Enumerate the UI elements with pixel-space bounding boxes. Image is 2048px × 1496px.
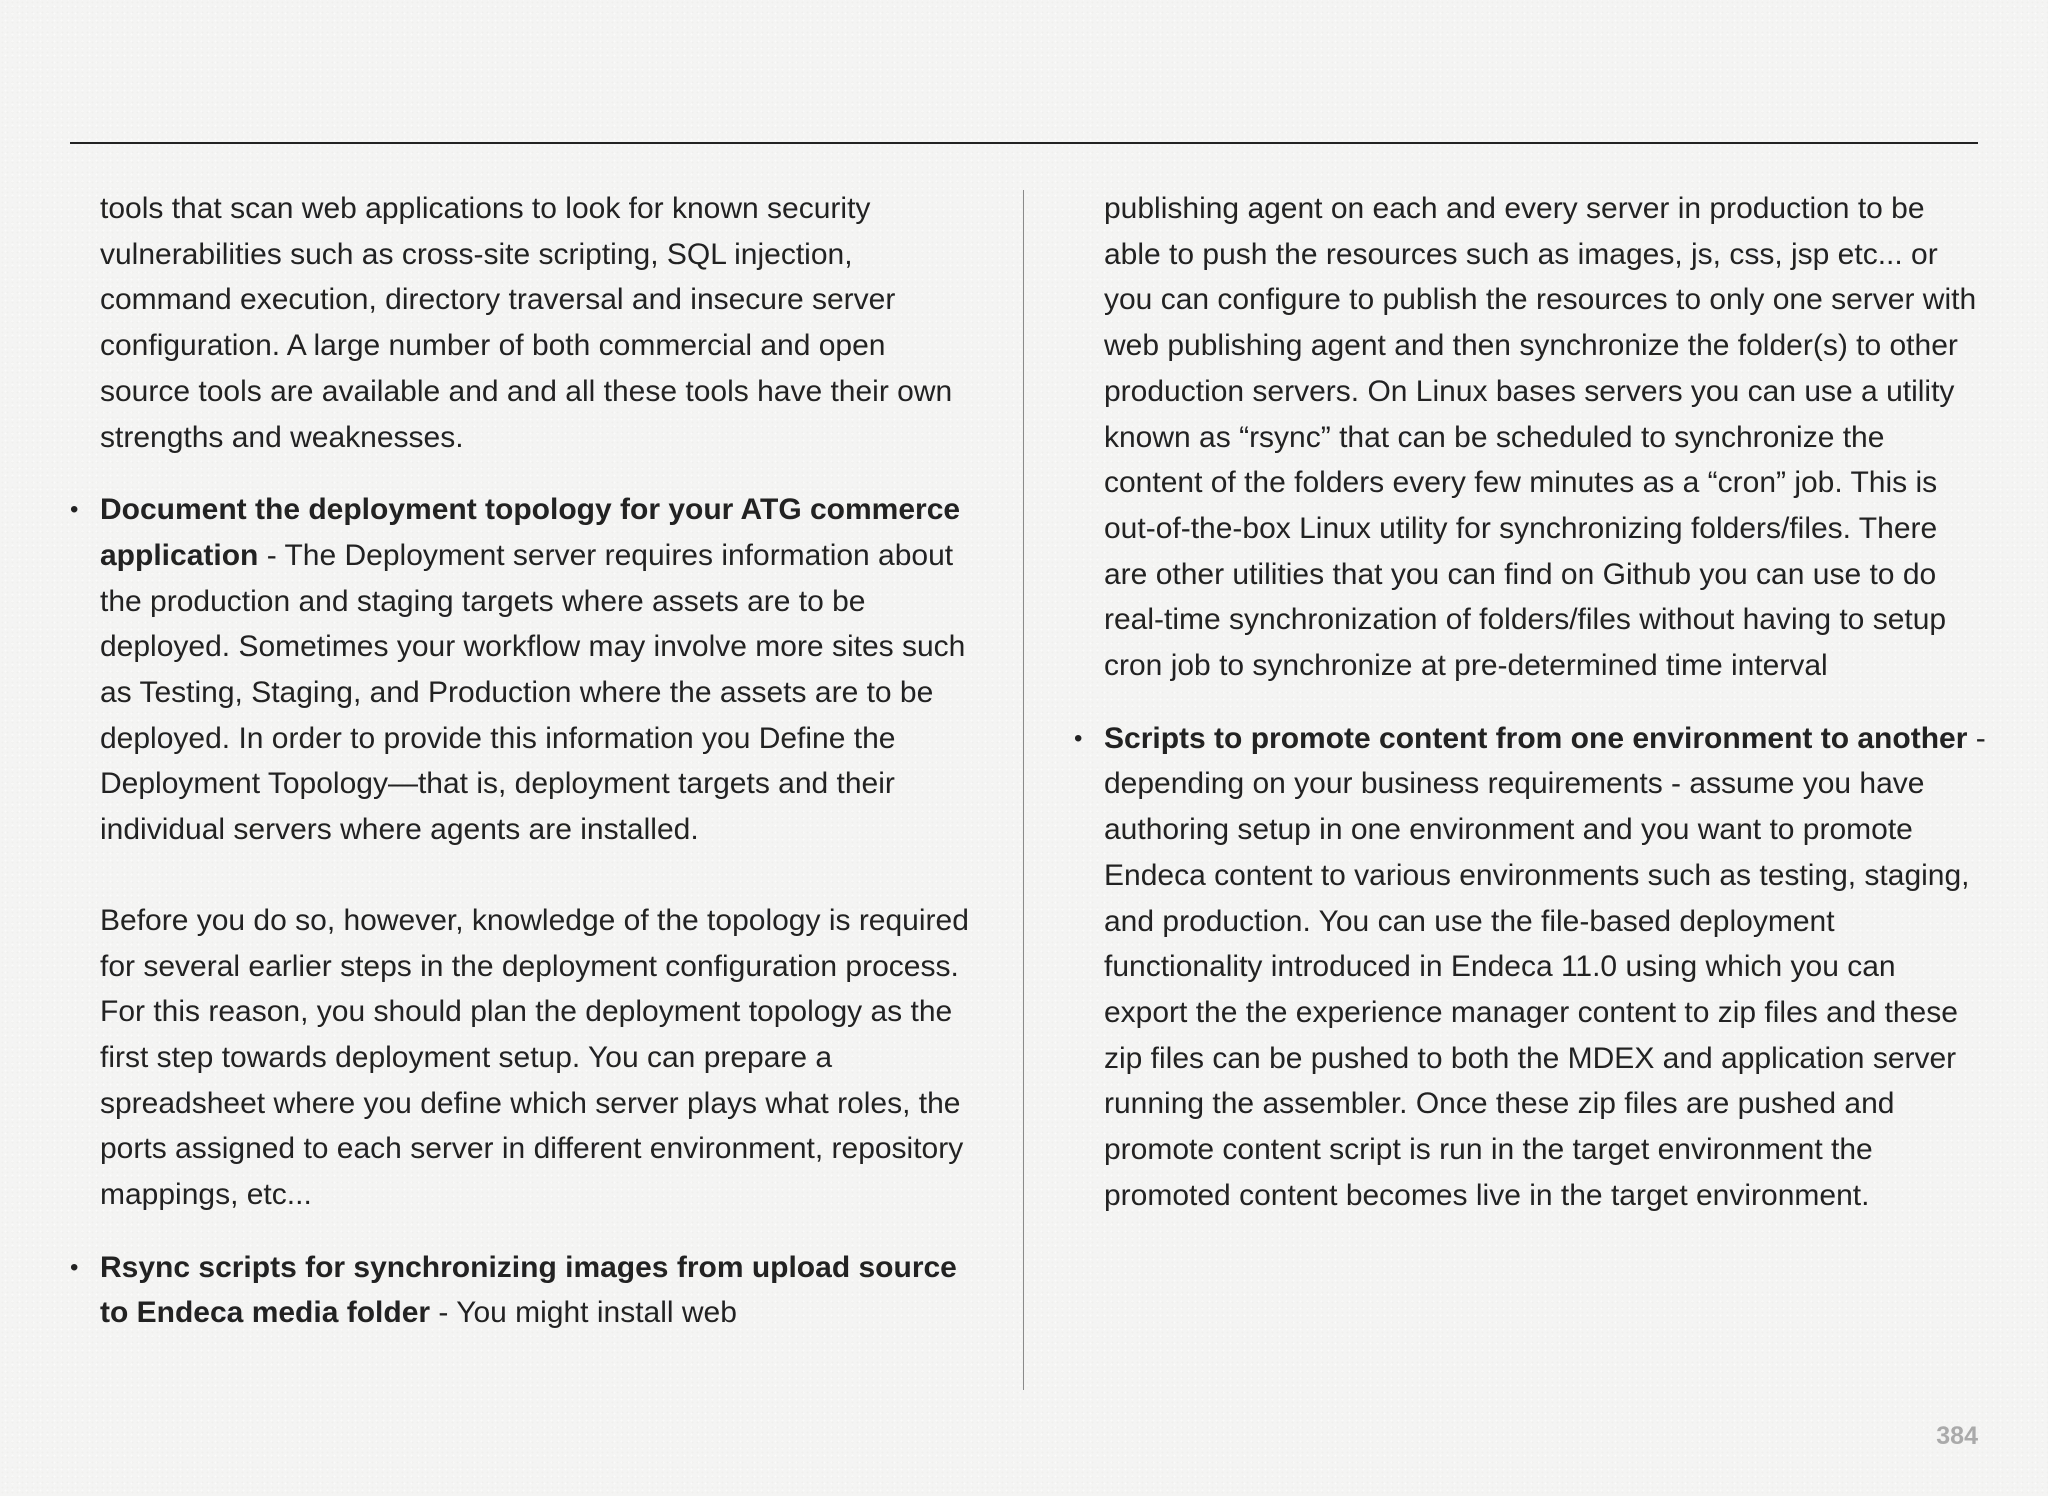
bullet-paragraph	[100, 487, 970, 853]
bullet-marker: •	[70, 1253, 79, 1281]
bullet-deployment-topology	[70, 487, 970, 1218]
right-column	[1074, 186, 1986, 1218]
bullet-marker: •	[70, 496, 79, 524]
bullet-marker: •	[1074, 724, 1083, 752]
bullet-paragraph	[100, 1245, 970, 1336]
page-number: 384	[1936, 1422, 1978, 1450]
intro-paragraph: tools that scan web applications to look for known security vulnerabilities such as cross-site scripting, SQL injection, command execution, directory traversal and insecure server configuration. A large number of both commercial and open source tools are available and and all these tools have their own strengths and weaknesses.	[100, 192, 953, 454]
bullet-text: - You might install web	[430, 1296, 737, 1330]
bullet-continuation-paragraph: Before you do so, however, knowledge of the topology is required for several earlier steps in the deployment configuration process. For this reason, you should plan the deployment topology as the first step towards deployment setup. You can prepare a spreadsheet where you define which server plays what roles, the ports assigned to each server in different environment, repository mappings, etc...	[100, 903, 969, 1212]
bullet-title: Scripts to promote content from one environment to another	[1104, 721, 1968, 755]
bullet-promote-content	[1074, 716, 1986, 1219]
bullet-title: Document the deployment topology for your ATG commerce application	[100, 493, 961, 572]
bullet-text: - The Deployment server requires information about the production and staging targets where assets are to be deployed. Sometimes your workflow may involve more sites such as Testing, Staging, and Production where the assets are to be deployed. In order to provide this information you Define the Deployment Topology—that is, deployment targets and their individual servers where agents are installed.	[100, 538, 966, 847]
bullet-rsync-scripts	[70, 1245, 970, 1336]
left-column	[70, 186, 970, 1336]
bullet-paragraph	[1104, 716, 1986, 1219]
bullet-title: Rsync scripts for synchronizing images from upload source to Endeca media folder	[100, 1250, 957, 1330]
continuation-paragraph: publishing agent on each and every server in production to be able to push the resources such as images, js, css, jsp etc... or you can configure to publish the resources to only one server with web publishing agent and then synchronize the folder(s) to other production servers. On Linux bases servers you can use a utility known as “rsync” that can be scheduled to synchronize the content of the folders every few minutes as a “cron” job. This is out-of-the-box Linux utility for synchronizing folders/files. There are other utilities that you can find on Github you can use to do real-time synchronization of folders/files without having to setup cron job to synchronize at pre-determined time interval	[1104, 192, 1977, 683]
column-divider	[1023, 190, 1024, 1390]
header-rule	[70, 142, 1978, 144]
bullet-text: - depending on your business requirements - assume you have authoring setup in one environment and you want to promote Endeca content to various environments such as testing, staging, and production. You can use the file-based deployment functionality introduced in Endeca 11.0 using which you can export the the experience manager content to zip files and these zip files can be pushed to both the MDEX and application server running the assembler. Once these zip files are pushed and promote content script is run in the target environment the promoted content becomes live in the target environment.	[1104, 721, 1986, 1212]
